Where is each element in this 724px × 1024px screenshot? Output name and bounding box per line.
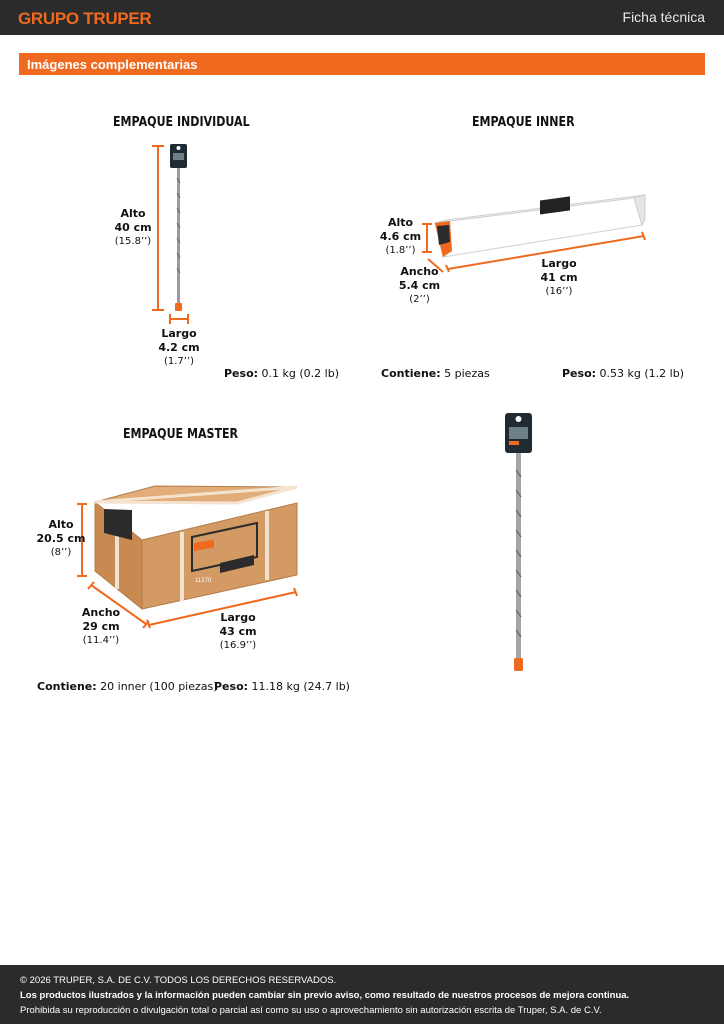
master-largo-imperial: (16.9’’) xyxy=(219,640,257,651)
page-footer xyxy=(0,965,724,1024)
master-alto-metric: 20.5 cm xyxy=(36,532,86,545)
master-title: EMPAQUE MASTER xyxy=(123,427,239,442)
drill-bit-individual-image xyxy=(168,143,190,313)
inner-alto-dim xyxy=(373,216,428,258)
inner-contiene xyxy=(381,367,490,380)
drill-bit-product-image xyxy=(503,410,535,675)
inner-contiene-value: 5 piezas xyxy=(444,367,490,380)
inner-title: EMPAQUE INNER xyxy=(472,115,575,130)
individual-alto-imperial: (15.8’’) xyxy=(114,236,152,247)
brand-logo: GRUPO TRUPER xyxy=(18,9,152,28)
master-largo-metric: 43 cm xyxy=(219,625,257,638)
master-ancho-metric: 29 cm xyxy=(82,620,120,633)
individual-alto-label: Alto xyxy=(120,207,146,220)
section-title: Imágenes complementarias xyxy=(27,57,198,72)
inner-ancho-dim xyxy=(392,265,447,307)
inner-largo-metric: 41 cm xyxy=(540,271,578,284)
individual-largo-label: Largo xyxy=(161,327,197,340)
inner-largo-label: Largo xyxy=(541,257,577,270)
inner-peso-value: 0.53 kg (1.2 lb) xyxy=(599,367,684,380)
individual-largo-dim xyxy=(149,327,209,369)
master-peso-value: 11.18 kg (24.7 lb) xyxy=(251,680,350,693)
master-contiene-value: 20 inner (100 piezas) xyxy=(100,680,218,693)
individual-peso-value: 0.1 kg (0.2 lb) xyxy=(261,367,339,380)
individual-title: EMPAQUE INDIVIDUAL xyxy=(113,115,250,130)
doc-type-label: Ficha técnica xyxy=(622,9,705,25)
master-alto-label: Alto xyxy=(48,518,74,531)
inner-ancho-imperial: (2’’) xyxy=(409,294,430,305)
individual-alto-dim xyxy=(103,207,163,249)
inner-peso-label: Peso: xyxy=(562,367,597,380)
inner-alto-label: Alto xyxy=(387,216,414,229)
master-box-code: 11270 xyxy=(195,578,212,584)
master-contiene xyxy=(37,680,218,693)
master-contiene-label: Contiene: xyxy=(37,680,97,693)
individual-peso xyxy=(224,367,339,380)
master-alto-dim xyxy=(33,518,89,560)
individual-largo-metric: 4.2 cm xyxy=(158,341,200,354)
inner-alto-imperial: (1.8’’) xyxy=(385,245,416,256)
individual-largo-imperial: (1.7’’) xyxy=(163,356,195,367)
section-bar xyxy=(19,53,705,75)
inner-peso xyxy=(562,367,684,380)
master-ancho-imperial: (11.4’’) xyxy=(82,635,120,646)
inner-alto-metric: 4.6 cm xyxy=(379,230,422,243)
page-header xyxy=(0,0,724,35)
footer-copyright: © 2026 TRUPER, S.A. DE C.V. TODOS LOS DERECHOS RESERVADOS. xyxy=(20,975,337,986)
master-ancho-dim xyxy=(73,606,129,648)
footer-notice: Los productos ilustrados y la información pueden cambiar sin previo aviso, como resultado de nuestros procesos de mejora continua. xyxy=(20,990,630,1001)
master-ancho-label: Ancho xyxy=(81,606,121,619)
individual-alto-metric: 40 cm xyxy=(114,221,152,234)
inner-largo-imperial: (16’’) xyxy=(545,286,573,297)
master-peso-label: Peso: xyxy=(214,680,249,693)
master-peso xyxy=(214,680,350,693)
individual-largo-arrow xyxy=(168,313,190,325)
master-alto-imperial: (8’’) xyxy=(50,547,72,558)
footer-prohibition: Prohibida su reproducción o divulgación total o parcial así como su uso o aprovechamiento sin autorización escrita de Truper, S.A. de C.V. xyxy=(20,1005,602,1016)
inner-ancho-label: Ancho xyxy=(400,265,439,278)
individual-peso-label: Peso: xyxy=(224,367,259,380)
master-largo-dim xyxy=(209,611,267,653)
inner-largo-dim xyxy=(530,257,588,299)
master-largo-label: Largo xyxy=(220,611,256,624)
inner-ancho-metric: 5.4 cm xyxy=(398,279,441,292)
inner-contiene-label: Contiene: xyxy=(381,367,441,380)
